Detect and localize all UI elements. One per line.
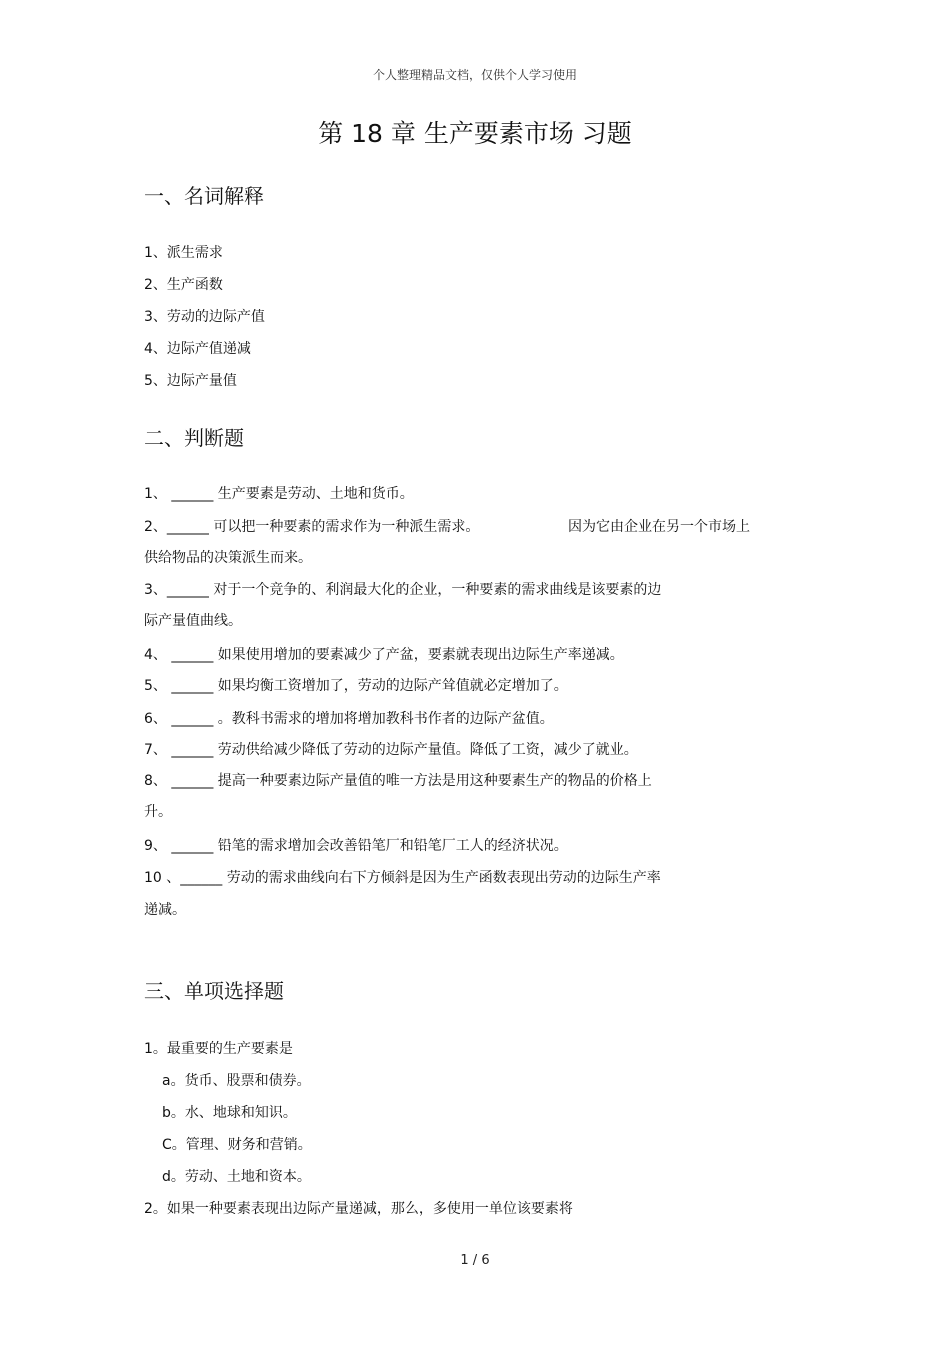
question-line: 际产量值曲线。 (144, 613, 242, 629)
choice-option: d。劳动、土地和资本。 (162, 1169, 311, 1185)
choice-option: a。货币、股票和债券。 (162, 1073, 311, 1089)
question-line: 递减。 (144, 902, 186, 918)
question-line: 升。 (144, 804, 172, 820)
list-item: 1、派生需求 (144, 245, 223, 261)
question-line: 8、 ______ 提高一种要素边际产量值的唯一方法是用这种要素生产的物品的价格上 (144, 773, 652, 789)
page-header: 个人整理精品文档，仅供个人学习使用 (372, 68, 577, 82)
question-line: 1。最重要的生产要素是 (144, 1041, 293, 1057)
section-heading-true-false: 二、判断题 (144, 426, 244, 450)
question-line: 6、 ______ 。教科书需求的增加将增加教科书作者的边际产盆值。 (144, 711, 554, 727)
section-heading-definitions: 一、名词解释 (144, 184, 264, 208)
question-line: 2。如果一种要素表现出边际产量递减，那么，多使用一单位该要素将 (144, 1201, 573, 1217)
list-item: 2、生产函数 (144, 277, 223, 293)
question-line: 1、 ______ 生产要素是劳动、土地和货币。 (144, 486, 414, 502)
question-line: 3、______ 对于一个竞争的、利润最大化的企业，一种要素的需求曲线是该要素的边 (144, 582, 662, 598)
question-line: 9、 ______ 铅笔的需求增加会改善铅笔厂和铅笔厂工人的经济状况。 (144, 838, 568, 854)
list-item: 3、劳动的边际产值 (144, 309, 265, 325)
list-item: 5、边际产量值 (144, 373, 237, 389)
choice-option: C。管理、财务和营销。 (162, 1137, 312, 1153)
choice-option: b。水、地球和知识。 (162, 1105, 297, 1121)
question-line: 供给物品的决策派生而来。 (144, 550, 312, 566)
question-line: 10 、______ 劳动的需求曲线向右下方倾斜是因为生产函数表现出劳动的边际生产率 (144, 870, 661, 886)
list-item: 4、边际产值递减 (144, 341, 251, 357)
page-number: 1 / 6 (460, 1253, 490, 1268)
question-line: 2、______ 可以把一种要素的需求作为一种派生需求。 (144, 519, 480, 535)
question-line: 4、 ______ 如果使用增加的要素减少了产盆，要素就表现出边际生产率递减。 (144, 647, 624, 663)
question-line: 5、 ______ 如果均衡工资增加了，劳动的边际产耸值就必定增加了。 (144, 678, 568, 694)
question-line: 7、 ______ 劳动供给减少降低了劳动的边际产量值。降低了工资，减少了就业。 (144, 742, 638, 758)
page-title: 第 18 章 生产要素市场 习题 (318, 119, 632, 148)
question-line-tail: 因为它由企业在另一个市场上 (568, 519, 750, 535)
section-heading-multiple-choice: 三、单项选择题 (144, 979, 284, 1003)
